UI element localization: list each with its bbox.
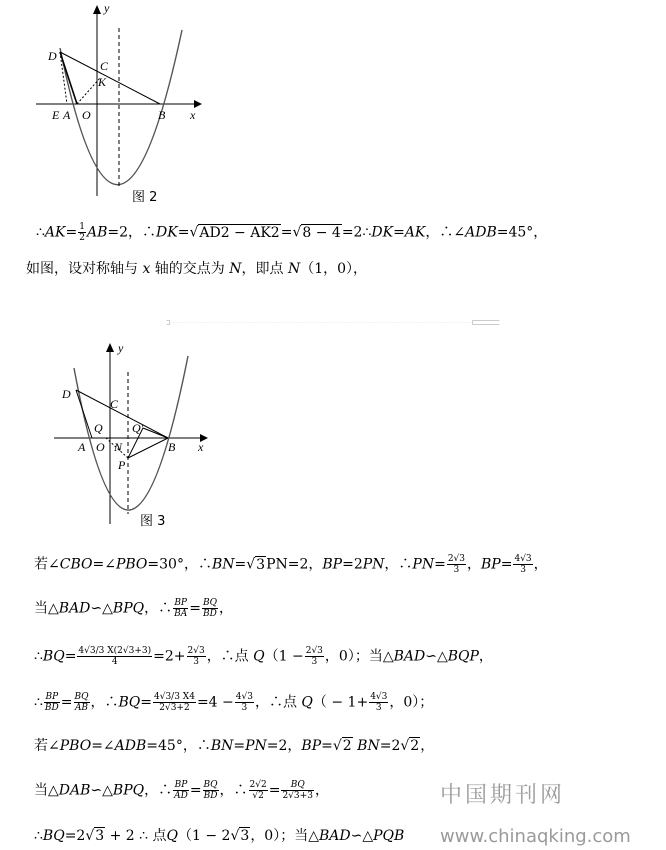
solution-line-5: ∴BQ= $\frac{4√3/3 X(2√3+3)}{4}$ =2+ $\frac{2√3}{3}$ ，∴点 Q（1 − $\frac{2√3}{3}$ ，0）；当△BAD∽△BQP， (34, 646, 493, 667)
label-y: y (118, 341, 124, 355)
fraction: $\frac{4√3/3 X4}{2√3+2}$ (154, 692, 195, 713)
fraction: $\frac{BP}{BD}$ (44, 692, 59, 713)
label-C: C (110, 397, 119, 411)
fraction: $\frac{BP}{BA}$ (174, 598, 188, 619)
fraction: $\frac{BQ}{BD}$ (203, 780, 218, 801)
label-A: A (78, 440, 86, 454)
solution-line-4: 当△BAD∽△BPQ，∴ $\frac{BP}{BA}$ = $\frac{BQ}{BD}$ ， (34, 598, 233, 619)
parabola (74, 356, 188, 510)
solution-line-8: 当△DAB∽△BPQ，∴ $\frac{BP}{AD}$ = $\frac{BQ}{BD}$ ，∴ $\frac{2√2}{√2}$ = $\frac{BQ}{2√3+3}$ ， (34, 780, 329, 801)
figure-2 (30, 0, 210, 210)
label-E: E (52, 108, 60, 122)
fraction: $\frac{BP}{AD}$ (174, 780, 188, 801)
fraction: $\frac{2√2}{√2}$ (249, 780, 267, 801)
fraction: $\frac{4√3}{3}$ (514, 554, 532, 575)
fraction: $\frac{4√3/3 X(2√3+3)}{4}$ (78, 646, 152, 667)
fraction-one-half: $\frac{1}{2}$ (79, 222, 85, 243)
solution-line-1: ∴AK= $\frac{1}{2}$ AB=2，∴DK=√AD2 − AK2=√8 − 4=2∴DK=AK，∴∠ADB=45°， (36, 222, 548, 243)
solution-line-7: 若∠PBO=∠ADB=45°，∴BN=PN=2，BP=√2 BN=2√2， (34, 738, 435, 754)
label-A: A (63, 108, 71, 122)
solution-line-6: ∴ $\frac{BP}{BD}$ = $\frac{BQ}{AB}$ ，∴BQ= $\frac{4√3/3 X4}{2√3+2}$ =4 − $\frac{4√3}{3}$ ，∴点 Q（ − 1+ $\frac{4√3}{3}$ ，0）； (34, 692, 434, 713)
label-K: K (98, 75, 107, 89)
label-N: N (114, 440, 123, 454)
segment-QpB (143, 428, 168, 438)
label-O: O (82, 108, 91, 122)
page-separator (0, 320, 666, 326)
label-O: O (96, 440, 105, 454)
label-Q: Q (94, 421, 103, 435)
solution-line-2: 如图，设对称轴与 x 轴的交点为 N，即点 N（1，0）， (26, 261, 368, 277)
label-x: x (190, 108, 196, 122)
figure-2-caption: 图 2 (132, 190, 158, 205)
fraction: $\frac{BQ}{2√3+3}$ (282, 780, 313, 801)
label-y: y (104, 1, 110, 15)
fraction: $\frac{4√3}{3}$ (370, 692, 388, 713)
watermark-url: www.chinaqking.com (440, 826, 631, 847)
fraction: $\frac{BQ}{BD}$ (202, 598, 217, 619)
fraction: $\frac{2√3}{3}$ (305, 646, 323, 667)
y-axis-arrow-icon (106, 343, 114, 352)
label-Q-prime: Q' (132, 421, 144, 435)
watermark-cn: 中国期刊网 (440, 783, 566, 808)
solution-line-3: 若∠CBO=∠PBO=30°，∴BN=√3PN=2，BP=2PN，∴PN= $\frac{2√3}{3}$ ，BP= $\frac{4√3}{3}$ ， (34, 554, 548, 575)
fraction: $\frac{4√3}{3}$ (235, 692, 253, 713)
label-B: B (168, 440, 176, 454)
label-B: B (158, 108, 166, 122)
solution-line-9: ∴BQ=2√3 + 2 ∴ 点Q（1 − 2√3，0）；当△BAD∽△PQB (34, 828, 405, 844)
figure-3-caption: 图 3 (140, 514, 166, 529)
label-D: D (48, 49, 57, 63)
fraction: $\frac{2√3}{3}$ (187, 646, 205, 667)
x-axis-arrow-icon (194, 100, 202, 108)
fraction: $\frac{2√3}{3}$ (447, 554, 466, 575)
segment-PB (128, 438, 168, 458)
label-P: P (118, 458, 126, 472)
label-x: x (198, 440, 204, 454)
fraction: $\frac{BQ}{AB}$ (74, 692, 89, 713)
figure-3 (48, 338, 218, 530)
label-D: D (62, 387, 71, 401)
label-C: C (100, 59, 109, 73)
y-axis-arrow-icon (93, 5, 101, 14)
